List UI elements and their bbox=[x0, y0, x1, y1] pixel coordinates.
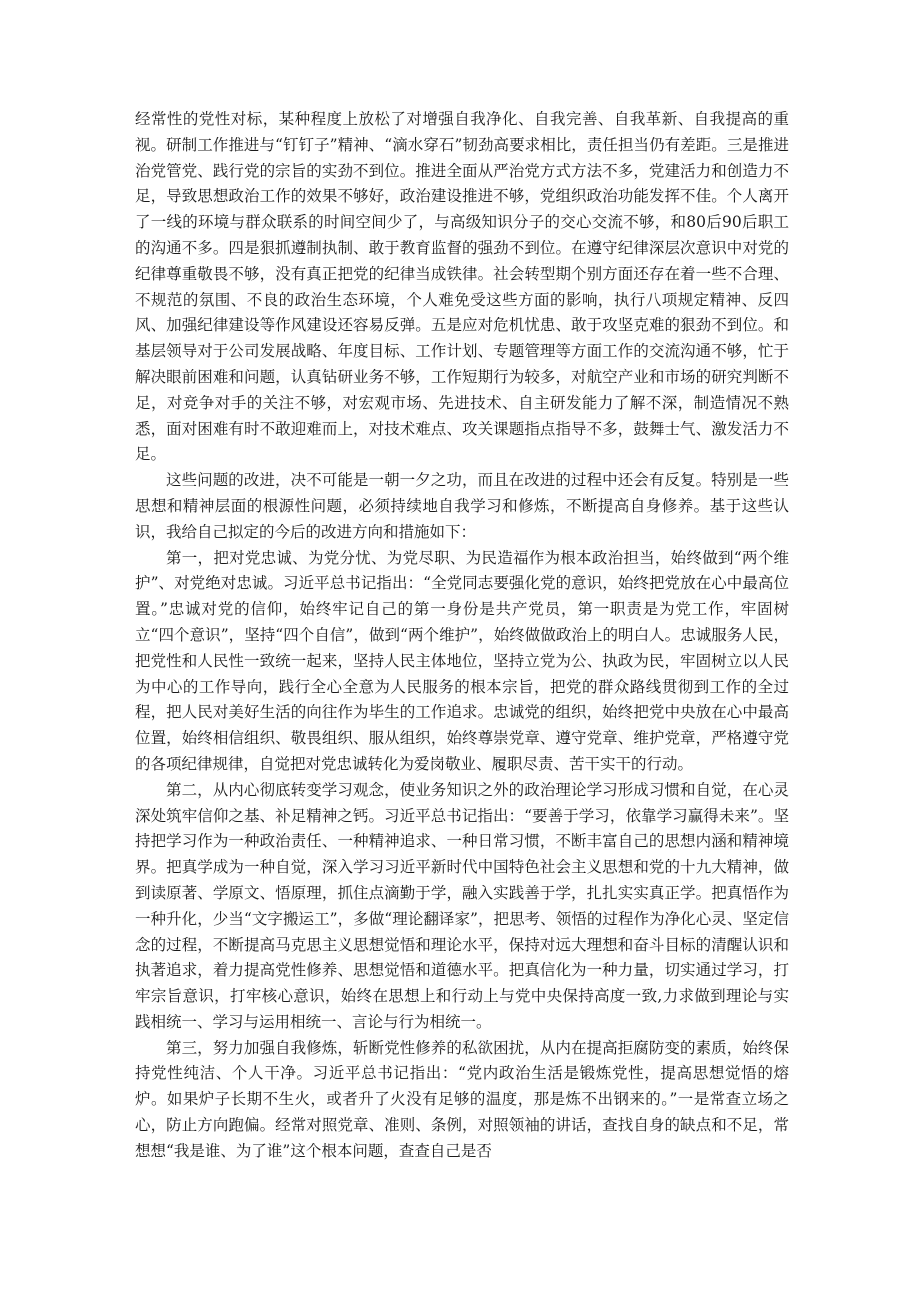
paragraph-3: 第一，把对党忠诚、为党分忧、为党尽职、为民造福作为根本政治担当，始终做到“两个维护”、对党绝对忠诚。习近平总书记指出：“全党同志要强化党的意识，始终把党放在心中最高位置。”忠诚对党的信仰，始终牢记自己的第一身份是共产党员，第一职责是为党工作，牢固树立“四个意识”，坚持“四个自信”，做到“两个维护”，始终做做政治上的明白人。忠诚服务人民，把党性和人民性一致统一起来，坚持人民主体地位，坚持立党为公、执政为民，牢固树立以人民为中心的工作导向，践行全心全意为人民服务的根本宗旨，把党的群众路线贯彻到工作的全过程，把人民对美好生活的向往作为毕生的工作追求。忠诚党的组织，始终把党中央放在心中最高位置，始终相信组织、敬畏组织、服从组织，始终尊崇党章、遵守党章、维护党章，严格遵守党的各项纪律规律，自觉把对党忠诚转化为爱岗敬业、履职尽责、苦干实干的行动。 bbox=[135, 548, 789, 773]
paragraph-5: 第三，努力加强自我修炼，斩断党性修养的私欲困扰，从内在提高拒腐防变的素质，始终保持党性纯洁、个人干净。习近平总书记指出：“党内政治生活是锻炼党性，提高思想觉悟的熔炉。如果炉子长期不生火，或者升了火没有足够的温度，那是炼不出钢来的。”一是常查立场之心，防止方向跑偏。经常对照党章、准则、条例，对照领袖的讲话，查找自身的缺点和不足，常想想“我是谁、为了谁”这个根本问题，查查自己是否 bbox=[135, 1038, 789, 1160]
document-page bbox=[135, 107, 789, 1165]
paragraph-2: 这些问题的改进，决不可能是一朝一夕之功，而且在改进的过程中还会有反复。特别是一些思想和精神层面的根源性问题，必须持续地自我学习和修炼，不断提高自身修养。基于这些认识，我给自己拟定的今后的改进方向和措施如下： bbox=[135, 471, 789, 541]
paragraph-1: 经常性的党性对标，某种程度上放松了对增强自我净化、自我完善、自我革新、自我提高的重视。研制工作推进与“钉钉子”精神、“滴水穿石”韧劲高要求相比，责任担当仍有差距。三是推进治党管党、践行党的宗旨的实劲不到位。推进全面从严治党方式方法不多，党建活力和创造力不足，导致思想政治工作的效果不够好，政治建设推进不够，党组织政治功能发挥不佳。个人离开了一线的环境与群众联系的时间空间少了，与高级知识分子的交心交流不够，和80后90后职工的沟通不多。四是狠抓遵制执制、敢于教育监督的强劲不到位。在遵守纪律深层次意识中对党的纪律尊重敬畏不够，没有真正把党的纪律当成铁律。社会转型期个别方面还存在着一些不合理、不规范的氛围、不良的政治生态环境，个人难免受这些方面的影响，执行八项规定精神、反四风、加强纪律建设等作风建设还容易反弹。五是应对危机忧患、敢于攻坚克难的狠劲不到位。和基层领导对于公司发展战略、年度目标、工作计划、专题管理等方面工作的交流沟通不够，忙于解决眼前困难和问题，认真钻研业务不够，工作短期行为较多，对航空产业和市场的研究判断不足，对竞争对手的关注不够，对宏观市场、先进技术、自主研发能力了解不深，制造情况不熟悉，面对困难有时不敢迎难而上，对技术难点、攻关课题指点指导不多，鼓舞士气、激发活力不足。 bbox=[135, 110, 789, 464]
paragraph-4: 第二，从内心彻底转变学习观念，使业务知识之外的政治理论学习形成习惯和自觉，在心灵深处筑牢信仰之基、补足精神之钙。习近平总书记指出：“要善于学习，依靠学习赢得未来”。坚持把学习作为一种政治责任、一种精神追求、一种日常习惯，不断丰富自己的思想内涵和精神境界。把真学成为一种自觉，深入学习习近平新时代中国特色社会主义思想和党的十九大精神，做到读原著、学原文、悟原理，抓住点滴勤于学，融入实践善于学，扎扎实实真正学。把真悟作为一种升化，少当“文字搬运工”，多做“理论翻译家”，把思考、领悟的过程作为净化心灵、坚定信念的过程，不断提高马克思主义思想觉悟和理论水平，保持对远大理想和奋斗目标的清醒认识和执著追求，着力提高党性修养、思想觉悟和道德水平。把真信化为一种力量，切实通过学习，打牢宗旨意识，打牢核心意识，始终在思想上和行动上与党中央保持高度一致,力求做到理论与实践相统一、学习与运用相统一、言论与行为相统一。 bbox=[135, 780, 789, 1031]
